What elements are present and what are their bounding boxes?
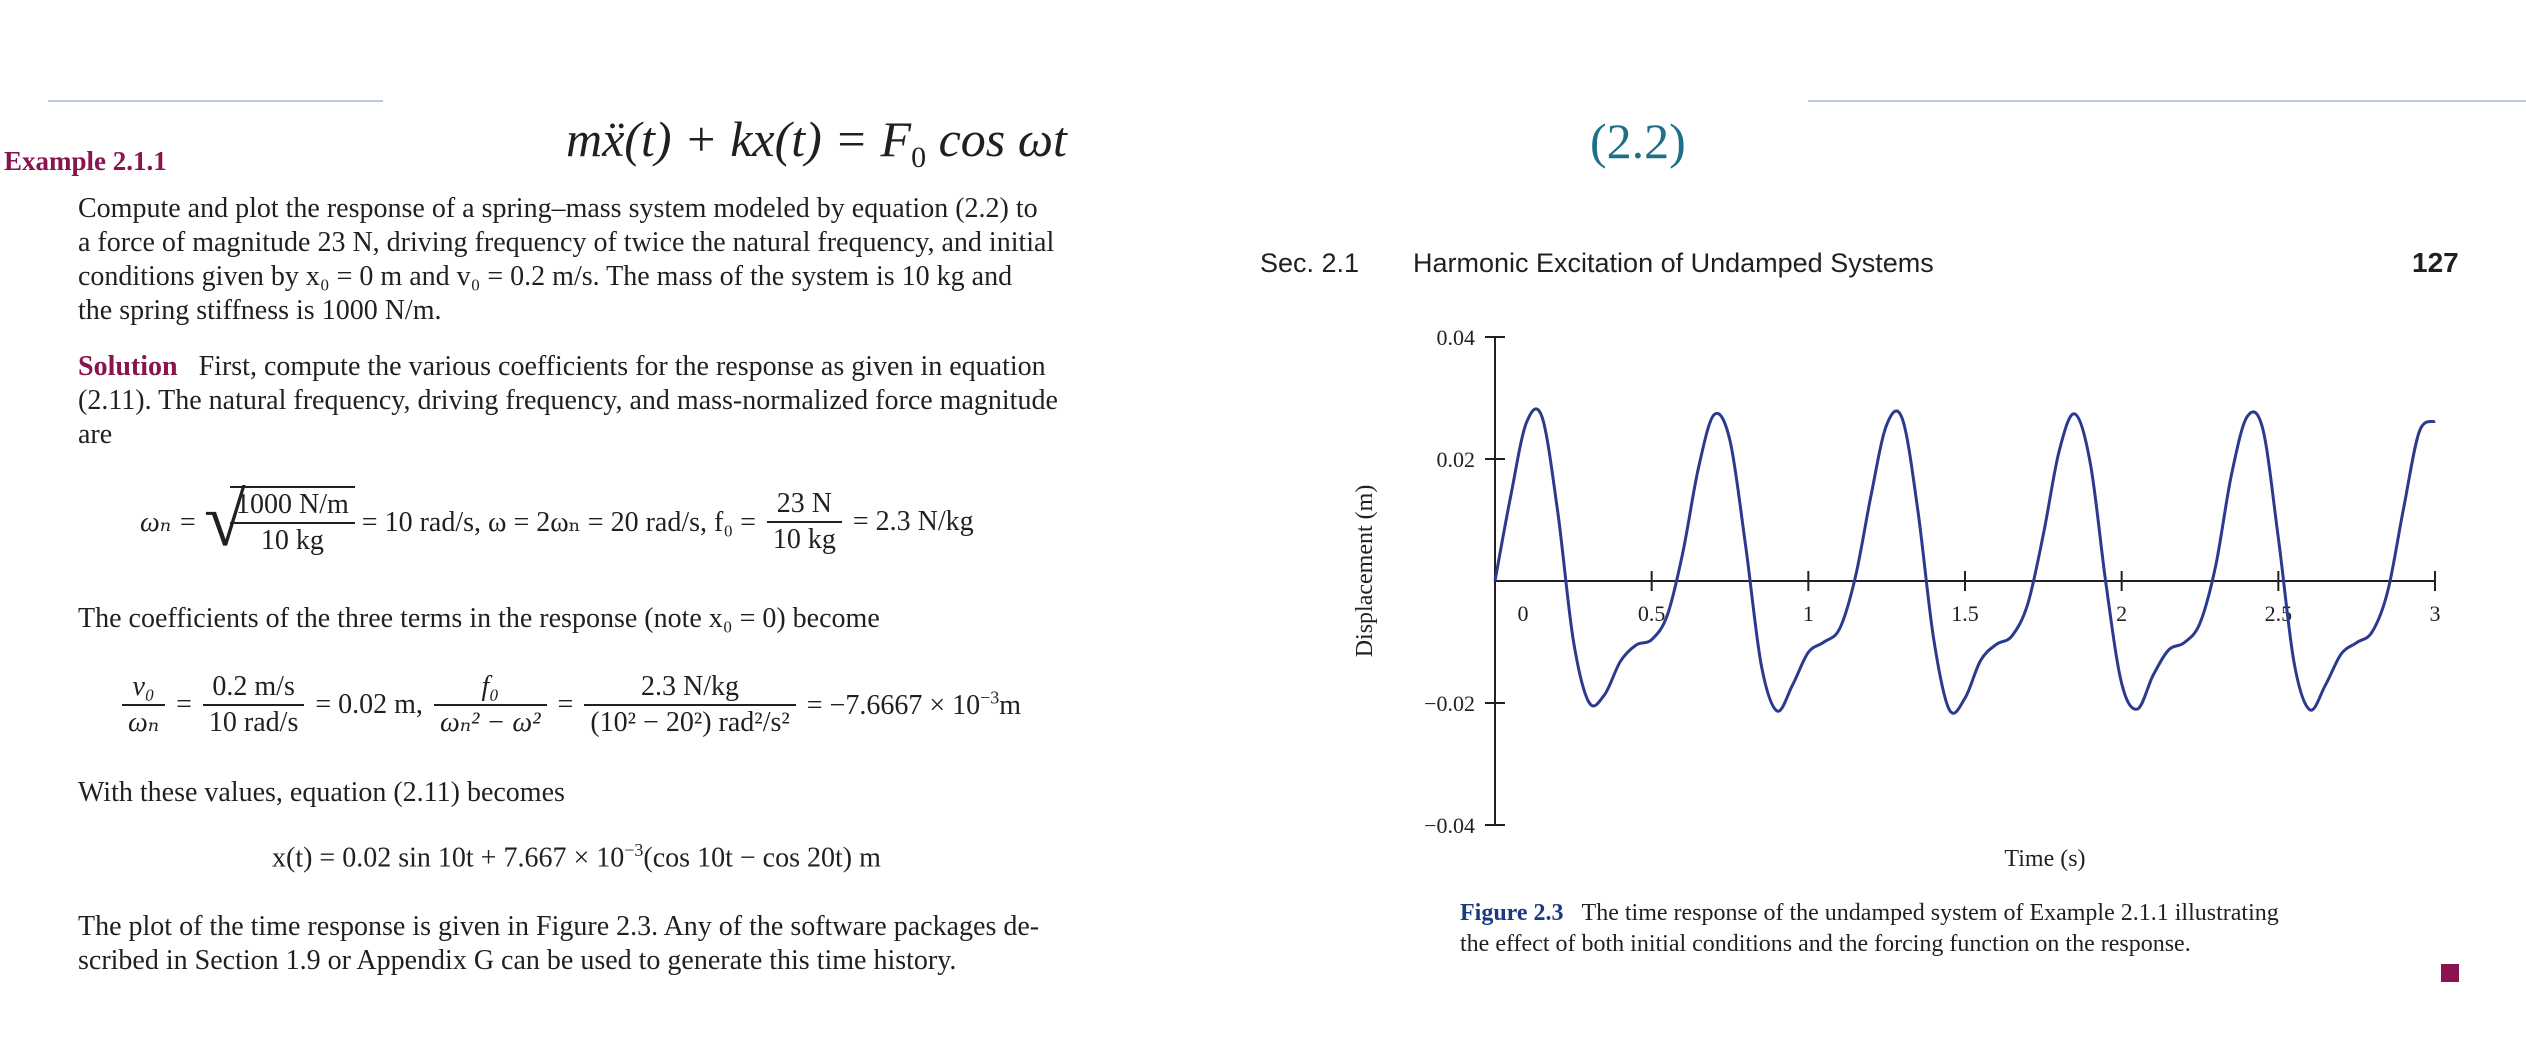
x-tick-label: 0 [1517,601,1529,626]
x-tick-label: 1.5 [1951,601,1979,626]
amplitude-numerator: 2.3 N/kg [584,670,795,706]
eq3-pre: x(t) = 0.02 sin 10t + 7.667 × 10 [272,842,625,874]
y-tick-label: 0.02 [1436,447,1475,472]
amplitude-fraction [584,670,795,740]
eq2-result [806,687,1022,722]
example-statement [78,192,1148,328]
response-curve [1495,409,2435,713]
eq1-middle: = 10 rad/s, ω = 2ωₙ = 20 rad/s, f₀ = [361,507,756,538]
sqrt-fraction [230,486,355,558]
x-tick-label: 2.5 [2264,601,2293,626]
figure-caption [1460,898,2420,960]
amplitude-denominator: (10² − 20²) rad²/s² [590,707,790,738]
y-axis-label: Displacement (m) [1352,484,1378,658]
top-equation [566,110,1067,175]
y-tick-label: 0.04 [1436,325,1475,350]
x-tick-label: 1 [1802,601,1814,626]
example-label: Example 2.1.1 [4,146,167,176]
wn-denominator: ωₙ [128,707,160,738]
sqrt-numerator: 1000 N/m [230,488,355,524]
values-line: With these values, equation (2.11) becomes [78,777,565,808]
page-number: 127 [2412,247,2459,278]
force-denominator: 10 kg [772,524,836,555]
top-right-rule [1808,100,2526,102]
y-tick-label: −0.04 [1424,813,1475,838]
section-label: Sec. 2.1 [1260,248,1360,278]
closing-line: scribed in Section 1.9 or Appendix G can be used to generate this time history. [78,945,957,976]
equation-natural-frequency [140,478,974,562]
top-equation-sub: 0 [911,141,927,174]
eq2-equals-1: = [176,689,192,720]
statement-line: conditions given by x₀ = 0 m and v₀ = 0.2 m/s. The mass of the system is 10 kg and [78,261,1013,292]
running-head-title: Harmonic Excitation of Undamped Systems [1413,248,1934,278]
eq2-result-unit: m [999,690,1022,722]
closing-line: The plot of the time response is given in Figure 2.3. Any of the software packages de- [78,911,1040,942]
equation-response [272,840,881,874]
velocity-numerator: 0.2 m/s [203,670,304,706]
top-left-rule [48,100,383,102]
f0-numerator: f₀ [434,670,547,706]
statement-line: the spring stiffness is 1000 N/m. [78,295,442,326]
eq1-end: = 2.3 N/kg [852,506,974,537]
response-chart [1340,310,2470,880]
eq1-wn-lhs: ωₙ = [140,507,198,538]
v0-numerator: v₀ [122,670,165,706]
eq2-equals-2: = [557,689,574,720]
x-axis-label: Time (s) [2004,846,2086,872]
eq2-result-exponent: −3 [980,687,1000,708]
x-tick-label: 3 [2429,601,2441,626]
force-numerator: 23 N [767,487,842,523]
y-tick-label: −0.02 [1424,691,1475,716]
f0-fraction [434,670,547,740]
x-tick-label: 2 [2116,601,2128,626]
f0-denominator: ωₙ² − ω² [439,707,541,738]
caption-line: the effect of both initial conditions and the forcing function on the response. [1460,931,2191,957]
statement-line: Compute and plot the response of a spring–mass system modeled by equation (2.2) to [78,193,1038,224]
eq2-middle: = 0.02 m, [315,689,423,720]
sqrt-symbol: √ [204,478,246,562]
velocity-fraction [203,670,304,740]
sqrt-denominator: 10 kg [260,525,324,556]
top-equation-rhs: cos ωt [926,111,1067,167]
top-equation-lhs: mẍ(t) + kx(t) = F [566,111,912,167]
eq3-exponent: −3 [624,840,644,860]
sqrt-expression [204,478,355,562]
equation-coefficients [118,670,1021,740]
solution-paragraph [78,350,1148,452]
equation-number: (2.2) [1590,113,1686,169]
solution-line: (2.11). The natural frequency, driving frequency, and mass-normalized force magnitude [78,385,1058,416]
eq3-post: (cos 10t − cos 20t) m [643,842,881,874]
statement-line: a force of magnitude 23 N, driving frequency of twice the natural frequency, and initial [78,227,1055,258]
solution-line: First, compute the various coefficients for the response as given in equation [198,351,1046,382]
figure-label: Figure 2.3 [1460,900,1564,926]
closing-paragraph [78,910,1158,978]
eq2-result-pre: = −7.6667 × 10 [806,690,981,722]
velocity-denominator: 10 rad/s [208,707,299,738]
solution-line: are [78,419,113,450]
v0-over-wn-fraction [122,670,165,740]
caption-line: The time response of the undamped system of Example 2.1.1 illustrating [1581,900,2279,926]
end-of-example-marker [2441,964,2459,982]
force-fraction [767,487,842,557]
solution-label: Solution [78,351,178,382]
coefficients-line: The coefficients of the three terms in the response (note x₀ = 0) become [78,603,880,634]
x-tick-label: 0.5 [1637,601,1666,626]
